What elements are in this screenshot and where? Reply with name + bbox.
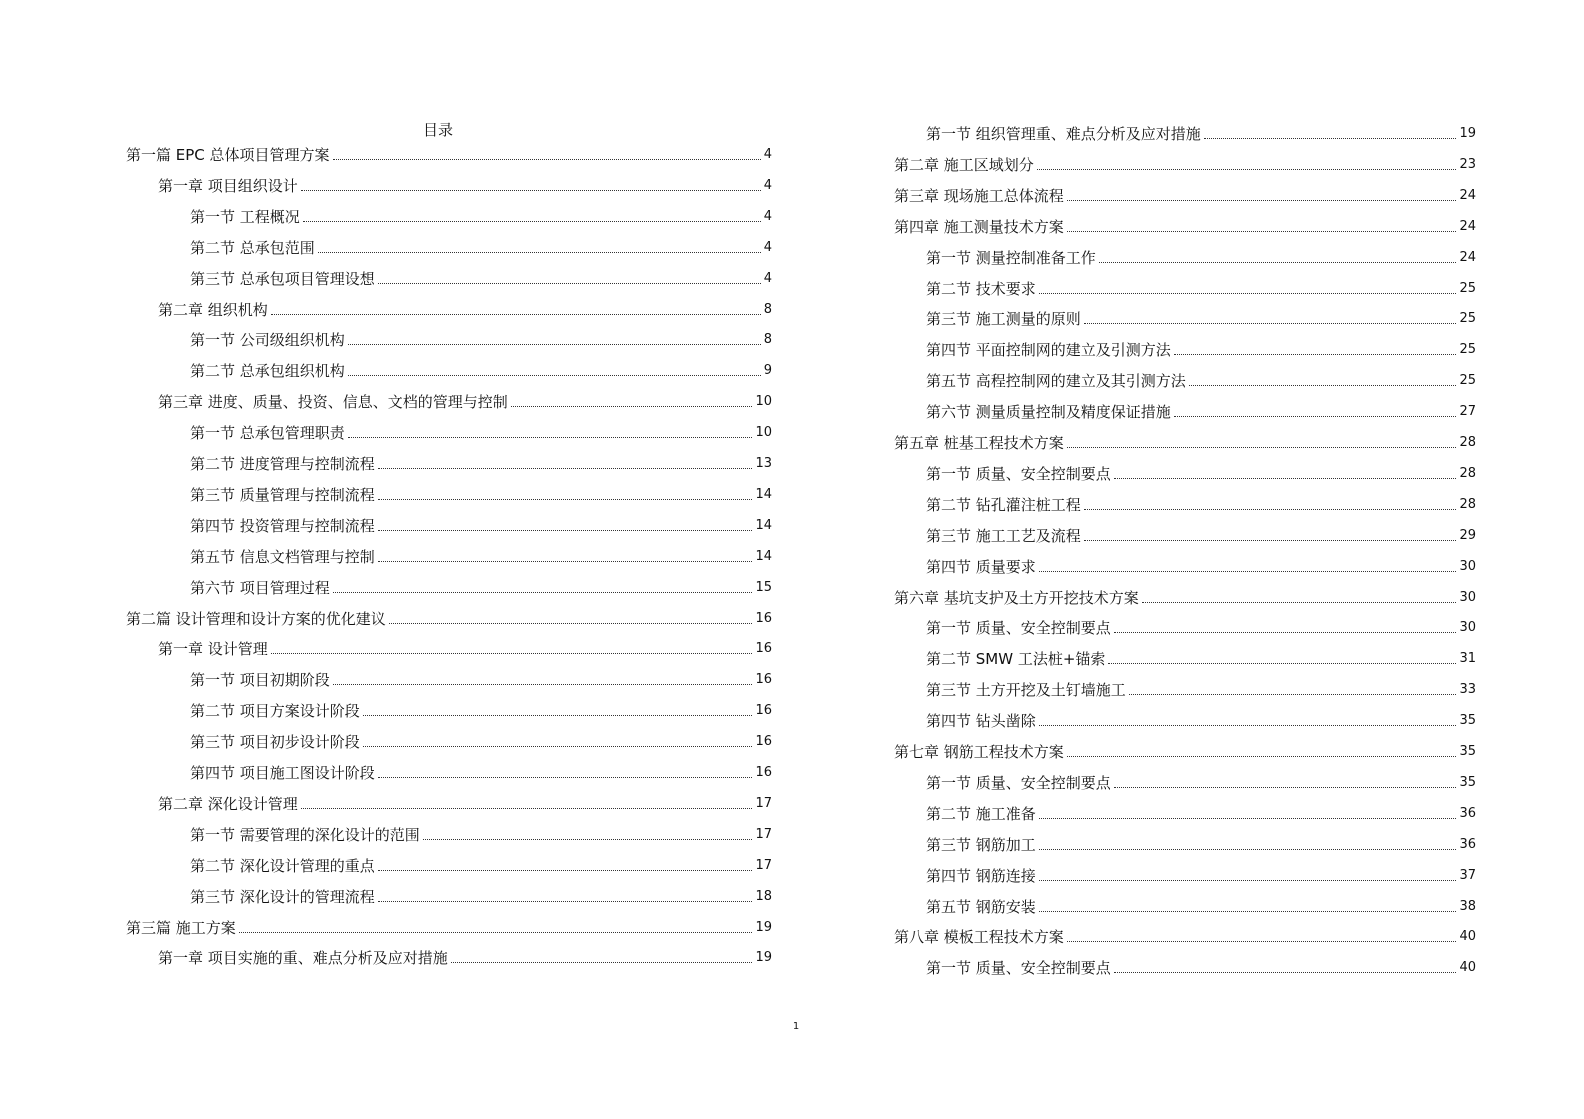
toc-entry-label: 第二节 SMW 工法桩+锚索 [926, 650, 1106, 669]
toc-entry-label: 第三节 深化设计的管理流程 [190, 887, 375, 906]
toc-entry-label: 第一节 公司级组织机构 [190, 331, 345, 350]
toc-entry[interactable] [862, 370, 1476, 392]
toc-entry-page: 14 [755, 517, 772, 533]
toc-entry-page: 30 [1459, 620, 1476, 636]
toc-entry-page: 33 [1459, 682, 1476, 698]
dot-leader [378, 870, 753, 871]
toc-entry[interactable] [862, 772, 1476, 794]
toc-entry-page: 16 [755, 734, 772, 750]
dot-leader [1084, 540, 1457, 541]
toc-entry-label: 第三节 土方开挖及土钉墙施工 [926, 681, 1126, 700]
toc-entry[interactable] [126, 855, 772, 877]
toc-entry-label: 第一节 质量、安全控制要点 [926, 619, 1111, 638]
toc-entry-page: 25 [1459, 373, 1476, 389]
dot-leader [333, 592, 753, 593]
toc-entry-page: 28 [1459, 465, 1476, 481]
dot-leader [511, 406, 753, 407]
toc-entry-label: 第二节 施工准备 [926, 804, 1036, 823]
toc-entry[interactable] [862, 710, 1476, 732]
toc-entry-page: 27 [1459, 404, 1476, 420]
toc-entry-label: 第二篇 设计管理和设计方案的优化建议 [126, 609, 386, 628]
toc-entry-page: 16 [755, 641, 772, 657]
toc-entry-label: 第六节 测量质量控制及精度保证措施 [926, 403, 1171, 422]
toc-entry-label: 第一篇 EPC 总体项目管理方案 [126, 146, 330, 164]
toc-entry-label: 第七章 钢筋工程技术方案 [894, 743, 1064, 761]
toc-entry[interactable] [862, 834, 1476, 856]
dot-leader [333, 684, 753, 685]
toc-entry-page: 17 [755, 795, 772, 811]
dot-leader [378, 530, 753, 531]
dot-leader [333, 159, 761, 160]
toc-entry-page: 10 [755, 425, 772, 441]
dot-leader [301, 190, 761, 191]
toc-entry-page: 30 [1459, 589, 1476, 605]
toc-entry-page: 10 [755, 394, 772, 410]
dot-leader [451, 962, 753, 963]
toc-entry-page: 38 [1459, 898, 1476, 914]
toc-entry-page: 4 [763, 239, 772, 255]
toc-entry-label: 第一节 总承包管理职责 [190, 424, 345, 443]
toc-entry-page: 40 [1459, 960, 1476, 976]
toc-entry[interactable] [862, 865, 1476, 887]
toc-entry-label: 第一节 测量控制准备工作 [926, 248, 1096, 267]
dot-leader [378, 901, 753, 902]
dot-leader [1039, 725, 1457, 726]
toc-entry[interactable] [126, 453, 772, 475]
dot-leader [378, 499, 753, 500]
toc-entry-page: 14 [755, 486, 772, 502]
toc-entry-label: 第二节 总承包组织机构 [190, 362, 345, 381]
toc-entry[interactable] [126, 329, 772, 351]
toc-entry-label: 第一章 设计管理 [158, 640, 268, 659]
toc-entry-label: 第四节 平面控制网的建立及引测方法 [926, 341, 1171, 360]
dot-leader [271, 314, 761, 315]
toc-entry[interactable] [862, 556, 1476, 578]
toc-entry[interactable] [862, 587, 1476, 609]
toc-entry[interactable] [126, 886, 772, 908]
dot-leader [303, 221, 761, 222]
toc-entry-page: 25 [1459, 342, 1476, 358]
toc-entry[interactable] [126, 237, 772, 259]
toc-entry[interactable] [862, 679, 1476, 701]
toc-entry-label: 第四节 质量要求 [926, 557, 1036, 576]
dot-leader [1189, 385, 1457, 386]
dot-leader [1114, 972, 1457, 973]
toc-entry[interactable] [862, 926, 1476, 948]
dot-leader [1084, 509, 1457, 510]
toc-entry-page: 17 [755, 826, 772, 842]
dot-leader [363, 746, 753, 747]
toc-entry-page: 24 [1459, 218, 1476, 234]
toc-entry-page: 25 [1459, 280, 1476, 296]
toc-entry[interactable] [126, 360, 772, 382]
dot-leader [1067, 231, 1457, 232]
dot-leader [271, 653, 753, 654]
toc-entry-page: 16 [755, 610, 772, 626]
dot-leader [1142, 602, 1457, 603]
toc-entry[interactable] [126, 175, 772, 197]
toc-entry-page: 36 [1459, 836, 1476, 852]
toc-entry[interactable] [126, 144, 772, 166]
toc-entry[interactable] [126, 731, 772, 753]
toc-entry-page: 36 [1459, 805, 1476, 821]
toc-entry[interactable] [126, 762, 772, 784]
dot-leader [1099, 262, 1457, 263]
dot-leader [1174, 354, 1457, 355]
toc-entry[interactable] [862, 648, 1476, 670]
toc-entry-label: 第二节 钻孔灌注桩工程 [926, 495, 1081, 514]
toc-entry[interactable] [862, 308, 1476, 330]
toc-entry-label: 第四节 钻头凿除 [926, 712, 1036, 731]
toc-entry-label: 第三篇 施工方案 [126, 918, 236, 937]
toc-entry-page: 19 [755, 950, 772, 966]
dot-leader [1039, 849, 1457, 850]
toc-entry-label: 第四节 投资管理与控制流程 [190, 516, 375, 535]
toc-entry[interactable] [126, 700, 772, 722]
toc-entry-page: 19 [1459, 126, 1476, 141]
toc-entry[interactable] [126, 824, 772, 846]
dot-leader [348, 437, 753, 438]
toc-entry-label: 第二节 项目方案设计阶段 [190, 702, 360, 721]
dot-leader [239, 932, 753, 933]
toc-entry-page: 37 [1459, 867, 1476, 883]
toc-entry-page: 35 [1459, 713, 1476, 729]
toc-entry-label: 第二节 进度管理与控制流程 [190, 455, 375, 473]
toc-entry-page: 30 [1459, 558, 1476, 574]
toc-title: 目录 [423, 121, 454, 139]
dot-leader [1114, 632, 1457, 633]
dot-leader [1067, 941, 1457, 942]
dot-leader [348, 344, 761, 345]
dot-leader [1039, 818, 1457, 819]
toc-entry-label: 第一章 项目组织设计 [158, 176, 298, 195]
toc-entry-page: 13 [755, 456, 772, 471]
toc-entry[interactable] [126, 669, 772, 691]
toc-entry-label: 第四节 钢筋连接 [926, 866, 1036, 885]
toc-entry-page: 4 [763, 177, 772, 193]
toc-entry-label: 第一章 项目实施的重、难点分析及应对措施 [158, 949, 448, 968]
toc-entry-label: 第三章 进度、质量、投资、信息、文档的管理与控制 [158, 393, 508, 412]
toc-entry-label: 第三节 项目初步设计阶段 [190, 733, 360, 752]
dot-leader [1039, 880, 1457, 881]
toc-entry-label: 第四章 施工测量技术方案 [894, 217, 1064, 236]
toc-entry[interactable] [862, 278, 1476, 300]
toc-entry-label: 第五节 高程控制网的建立及其引测方法 [926, 372, 1186, 391]
toc-entry[interactable] [126, 917, 772, 939]
dot-leader [378, 283, 761, 284]
dot-leader [1084, 323, 1457, 324]
toc-entry-label: 第一节 质量、安全控制要点 [926, 959, 1111, 978]
dot-leader [1108, 663, 1456, 664]
toc-entry-page: 28 [1459, 435, 1476, 450]
toc-entry[interactable] [862, 401, 1476, 423]
toc-entry-label: 第三节 质量管理与控制流程 [190, 485, 375, 504]
toc-entry-page: 29 [1459, 527, 1476, 543]
toc-entry[interactable] [862, 896, 1476, 918]
toc-entry-page: 16 [755, 672, 772, 688]
toc-entry-label: 第一节 项目初期阶段 [190, 671, 330, 690]
toc-entry-page: 24 [1459, 187, 1476, 203]
toc-entry-label: 第二章 施工区域划分 [894, 155, 1034, 174]
dot-leader [1039, 571, 1457, 572]
toc-entry[interactable] [862, 803, 1476, 825]
toc-entry[interactable] [126, 793, 772, 815]
toc-entry-page: 4 [763, 270, 772, 286]
toc-entry[interactable] [126, 484, 772, 506]
toc-entry-label: 第一节 质量、安全控制要点 [926, 464, 1111, 483]
toc-entry-page: 18 [755, 888, 772, 904]
toc-entry-label: 第八章 模板工程技术方案 [894, 928, 1064, 947]
toc-entry[interactable] [862, 185, 1476, 207]
toc-entry[interactable] [862, 741, 1476, 763]
toc-entry[interactable] [126, 608, 772, 630]
toc-entry[interactable] [126, 299, 772, 321]
toc-entry[interactable] [862, 432, 1476, 454]
toc-entry-label: 第五章 桩基工程技术方案 [894, 434, 1064, 452]
toc-entry[interactable] [862, 247, 1476, 269]
dot-leader [348, 375, 761, 376]
toc-entry-page: 4 [763, 208, 772, 224]
toc-entry-label: 第五节 信息文档管理与控制 [190, 547, 375, 566]
toc-entry-label: 第一节 工程概况 [190, 207, 300, 226]
dot-leader [1039, 911, 1457, 912]
dot-leader [378, 468, 753, 469]
toc-entry[interactable] [126, 268, 772, 290]
footer-page-number: 1 [792, 1021, 800, 1032]
toc-entry[interactable] [126, 577, 772, 599]
toc-entry-page: 16 [755, 703, 772, 719]
toc-entry-label: 第三节 施工工艺及流程 [926, 526, 1081, 545]
toc-entry-label: 第一节 需要管理的深化设计的范围 [190, 825, 420, 844]
toc-entry-page: 15 [755, 579, 772, 595]
toc-entry-label: 第三节 施工测量的原则 [926, 310, 1081, 329]
toc-entry[interactable] [862, 957, 1476, 979]
toc-entry-label: 第二节 技术要求 [926, 279, 1036, 298]
toc-entry-page: 17 [755, 857, 772, 873]
toc-entry[interactable] [126, 638, 772, 660]
toc-entry-label: 第二章 组织机构 [158, 300, 268, 319]
toc-entry[interactable] [126, 206, 772, 228]
toc-entry-page: 4 [763, 147, 772, 162]
toc-entry-page: 28 [1459, 496, 1476, 512]
toc-entry-page: 9 [763, 363, 772, 379]
dot-leader [318, 252, 761, 253]
toc-entry-label: 第三节 总承包项目管理设想 [190, 269, 375, 288]
dot-leader [301, 808, 753, 809]
toc-entry[interactable] [862, 494, 1476, 516]
dot-leader [1039, 293, 1457, 294]
toc-entry-page: 35 [1459, 774, 1476, 790]
toc-entry[interactable] [862, 525, 1476, 547]
toc-entry-page: 14 [755, 548, 772, 564]
dot-leader [1067, 756, 1457, 757]
toc-entry-page: 16 [755, 765, 772, 780]
dot-leader [1174, 416, 1457, 417]
toc-entry-page: 35 [1459, 744, 1476, 759]
toc-entry[interactable] [862, 123, 1476, 145]
toc-entry[interactable] [126, 391, 772, 413]
toc-entry-label: 第六章 基坑支护及土方开挖技术方案 [894, 588, 1139, 607]
dot-leader [423, 839, 753, 840]
toc-entry[interactable] [862, 216, 1476, 238]
toc-entry-label: 第一节 质量、安全控制要点 [926, 773, 1111, 792]
toc-entry-page: 8 [763, 301, 772, 317]
toc-entry-label: 第五节 钢筋安装 [926, 897, 1036, 916]
toc-entry-label: 第四节 项目施工图设计阶段 [190, 764, 375, 782]
toc-entry[interactable] [862, 339, 1476, 361]
toc-entry-label: 第二节 总承包范围 [190, 238, 315, 257]
dot-leader [389, 623, 753, 624]
toc-entry[interactable] [862, 154, 1476, 176]
toc-entry-page: 19 [755, 919, 772, 935]
dot-leader [1129, 694, 1457, 695]
toc-entry[interactable] [126, 422, 772, 444]
dot-leader [1037, 169, 1457, 170]
dot-leader [363, 715, 753, 716]
dot-leader [1067, 447, 1457, 448]
toc-entry-label: 第一节 组织管理重、难点分析及应对措施 [926, 125, 1201, 143]
dot-leader [378, 777, 753, 778]
dot-leader [378, 561, 753, 562]
toc-entry[interactable] [126, 947, 772, 969]
toc-entry-page: 8 [763, 332, 772, 348]
dot-leader [1114, 787, 1457, 788]
toc-entry-label: 第二节 深化设计管理的重点 [190, 856, 375, 875]
toc-entry-label: 第三节 钢筋加工 [926, 835, 1036, 854]
dot-leader [1114, 478, 1457, 479]
toc-entry-page: 24 [1459, 249, 1476, 265]
toc-entry-page: 25 [1459, 311, 1476, 327]
toc-entry-label: 第六节 项目管理过程 [190, 578, 330, 597]
toc-entry-label: 第三章 现场施工总体流程 [894, 186, 1064, 205]
toc-entry-label: 第二章 深化设计管理 [158, 794, 298, 813]
toc-entry[interactable] [862, 463, 1476, 485]
toc-entry-page: 40 [1459, 929, 1476, 945]
toc-entry-page: 31 [1459, 651, 1476, 667]
toc-entry[interactable] [862, 617, 1476, 639]
dot-leader [1204, 138, 1457, 139]
dot-leader [1067, 200, 1457, 201]
toc-entry-page: 23 [1459, 156, 1476, 172]
toc-entry[interactable] [126, 515, 772, 537]
toc-entry[interactable] [126, 546, 772, 568]
